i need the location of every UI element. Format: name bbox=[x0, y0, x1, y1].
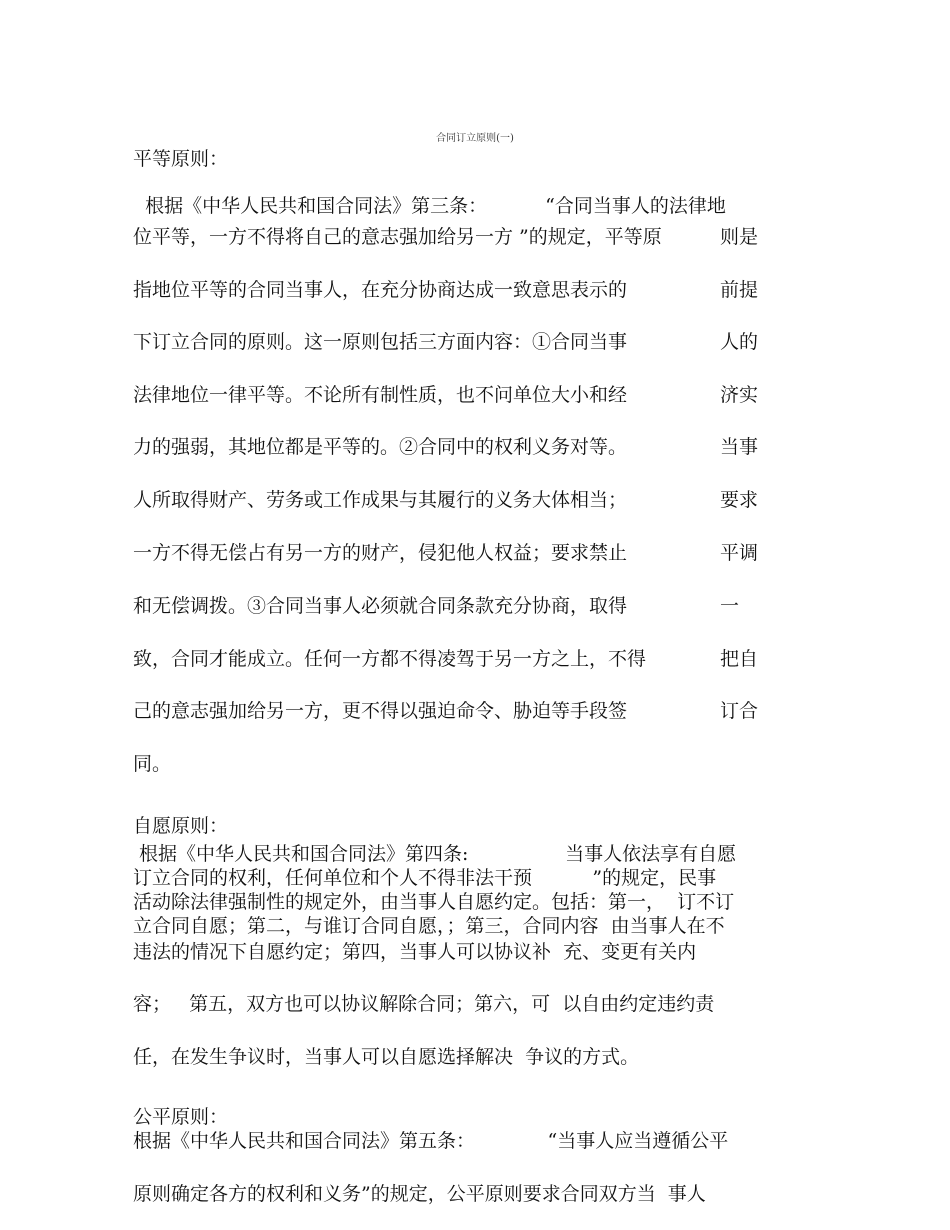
paragraph-line: 一方不得无偿占有另一方的财产，侵犯他人权益；要求禁止 bbox=[133, 542, 628, 564]
paragraph-line: 下订立合同的原则。这一原则包括三方面内容：①合同当事 bbox=[133, 331, 628, 353]
paragraph-line: 根据《中华人民共和国合同法》第四条: 当事人依法享有自愿 bbox=[133, 843, 737, 865]
paragraph-line: 根据《中华人民共和国合同法》第五条： “当事人应当遵循公平 bbox=[133, 1130, 729, 1152]
line-right-fragment: 济实 bbox=[720, 384, 759, 406]
paragraph-line: 任，在发生争议时，当事人可以自愿选择解决 争议的方式。 bbox=[133, 1046, 640, 1068]
paragraph-line: 立合同自愿；第二，与谁订合同自愿，；第三，合同内容 由当事人在不 bbox=[133, 915, 725, 937]
paragraph-line: 位平等，一方不得将自己的意志强加给另一方 ”的规定，平等原 bbox=[133, 226, 662, 248]
paragraph-line: 己的意志强加给另一方，更不得以强迫命令、胁迫等手段签 bbox=[133, 700, 628, 722]
paragraph-line: 法律地位一律平等。不论所有制性质，也不问单位大小和经 bbox=[133, 384, 628, 406]
line-right-fragment: 一 bbox=[720, 595, 740, 617]
line-right-fragment: 把自 bbox=[720, 648, 759, 670]
line-right-fragment: 当事 bbox=[720, 436, 759, 458]
paragraph-line: 容； 第五，双方也可以协议解除合同；第六，可 以自由约定违约责 bbox=[133, 993, 715, 1015]
section-heading-voluntary: 自愿原则： bbox=[133, 815, 229, 837]
paragraph-line: 指地位平等的合同当事人，在充分协商达成一致意思表示的 bbox=[133, 279, 628, 301]
paragraph-line: 违法的情况下自愿约定；第四，当事人可以协议补 充、变更有关内 bbox=[133, 941, 697, 963]
paragraph-line: 人所取得财产、劳务或工作成果与其履行的义务大体相当； bbox=[133, 489, 628, 511]
paragraph-line: 和无偿调拨。③合同当事人必须就合同条款充分协商，取得 bbox=[133, 595, 628, 617]
line-right-text: “合同当事人的法律地 bbox=[545, 195, 726, 217]
line-right-fragment: 订合 bbox=[720, 700, 759, 722]
page-title: 合同订立原则(一) bbox=[436, 133, 514, 144]
line-right-fragment: 要求 bbox=[720, 489, 759, 511]
paragraph-line: 订立合同的权利，任何单位和个人不得非法干预 ”的规定，民事 bbox=[133, 867, 717, 889]
paragraph-line: 力的强弱，其地位都是平等的。②合同中的权利义务对等。 bbox=[133, 436, 628, 458]
paragraph-line: 致，合同才能成立。任何一方都不得凌驾于另一方之上，不得 bbox=[133, 648, 647, 670]
section-heading-equality: 平等原则： bbox=[133, 148, 229, 170]
line-left-text: 根据《中华人民共和国合同法》第三条： bbox=[145, 195, 488, 217]
line-right-fragment: 则是 bbox=[720, 226, 759, 248]
paragraph-line: 活动除法律强制性的规定外，由当事人自愿约定。包括：第一， 订不订 bbox=[133, 891, 735, 913]
paragraph-line bbox=[133, 173, 726, 217]
paragraph-line: 原则确定各方的权利和义务”的规定，公平原则要求合同双方当 事人 bbox=[133, 1183, 706, 1205]
line-right-fragment: 平调 bbox=[720, 542, 759, 564]
line-right-fragment: 前提 bbox=[720, 279, 759, 301]
section-heading-fairness: 公平原则： bbox=[133, 1106, 229, 1128]
line-right-fragment: 人的 bbox=[720, 331, 759, 353]
paragraph-line: 同。 bbox=[133, 753, 172, 775]
